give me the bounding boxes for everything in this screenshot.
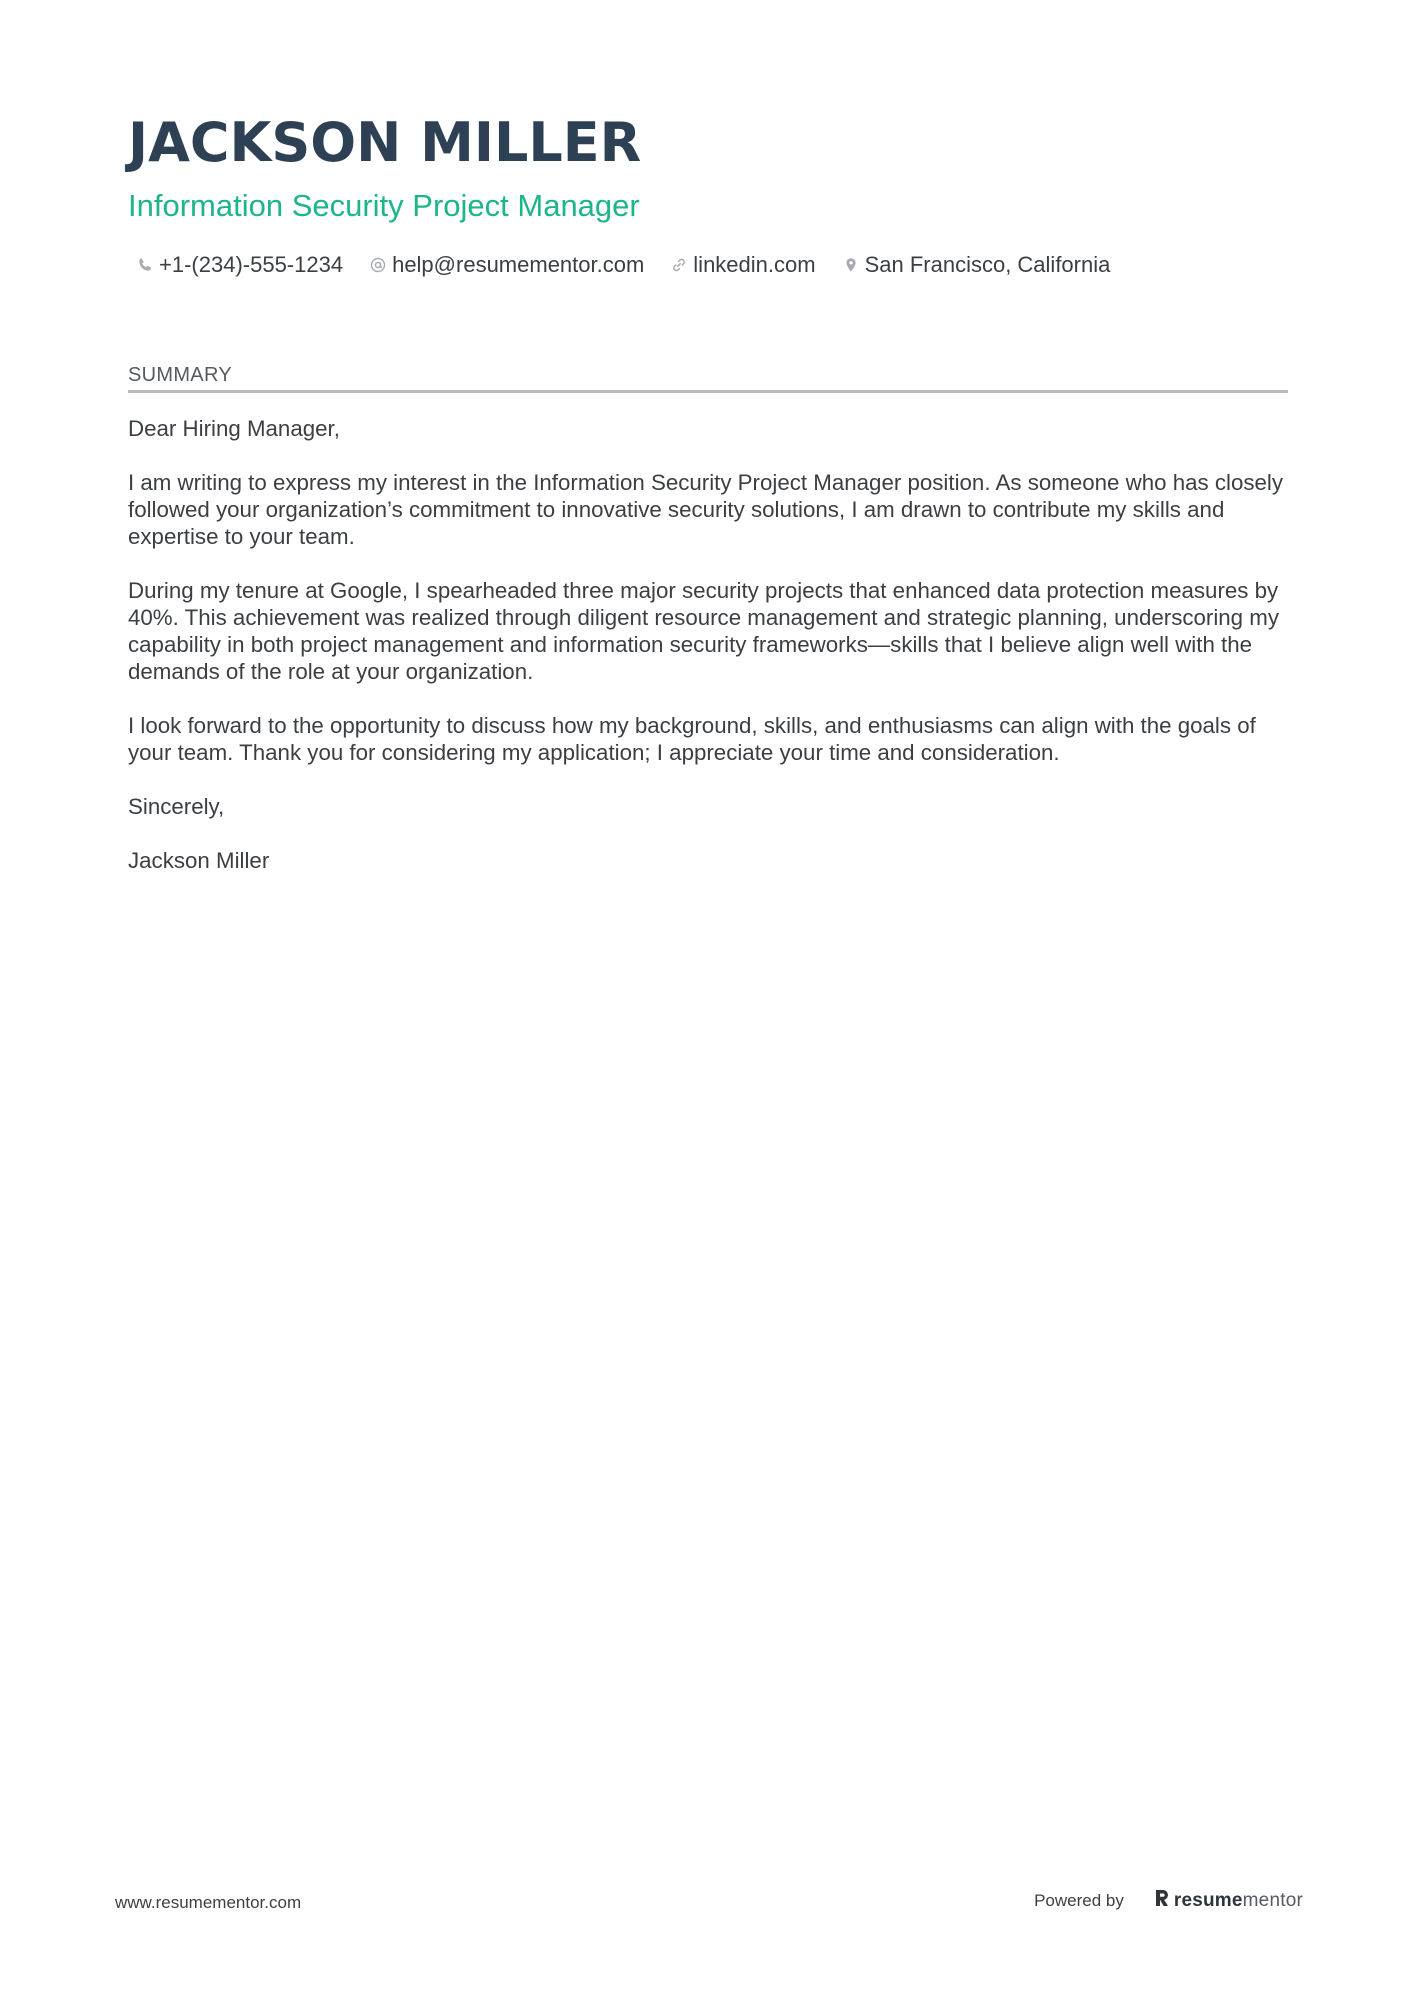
at-icon	[369, 256, 387, 274]
resumementor-logo-icon	[1154, 1888, 1170, 1913]
phone-text[interactable]: +1-(234)-555-1234	[159, 252, 344, 277]
powered-by-label: Powered by	[1034, 1890, 1124, 1910]
contact-linkedin	[670, 252, 815, 278]
contact-email	[369, 252, 644, 278]
resumementor-wordmark	[1174, 1890, 1303, 1912]
contact-bar	[136, 250, 1288, 280]
letter-paragraph: I am writing to express my interest in the Information Security Project Manager position. As someone who has closely followed your organization’s commitment to innovative security solutions, I am drawn to contribute my skills and expertise to your team.	[128, 470, 1284, 549]
applicant-name: JACKSON MILLER	[128, 111, 642, 174]
letter-greeting: Dear Hiring Manager,	[128, 416, 340, 441]
job-title: Information Security Project Manager	[128, 188, 640, 223]
phone-icon	[136, 256, 154, 274]
contact-location	[842, 252, 1111, 278]
resumementor-logo[interactable]	[1154, 1888, 1303, 1913]
linkedin-text[interactable]: linkedin.com	[693, 252, 816, 277]
letter-paragraph: I look forward to the opportunity to discuss how my background, skills, and enthusiasms can align with the goals of your team. Thank you for considering my application; I appreciate your time and consideration.	[128, 713, 1256, 765]
link-icon	[670, 256, 688, 274]
email-text[interactable]: help@resumementor.com	[392, 252, 645, 277]
summary-heading: SUMMARY	[128, 362, 1288, 393]
letter-body	[128, 415, 1288, 874]
letter-paragraph: During my tenure at Google, I spearheaded three major security projects that enhanced data protection measures by 40%. This achievement was realized through diligent resource management and strategic planning, underscoring my capability in both project management and information security frameworks—skills that I believe align well with the demands of the role at your organization.	[128, 578, 1280, 684]
brand-part-mentor: mentor	[1242, 1889, 1303, 1911]
footer-website[interactable]: www.resumementor.com	[115, 1893, 302, 1912]
location-pin-icon	[842, 256, 860, 274]
contact-phone	[136, 252, 343, 278]
footer-branding	[1034, 1888, 1303, 1913]
cover-letter-page	[128, 108, 1288, 901]
brand-part-resume: resume	[1173, 1889, 1243, 1911]
letter-closing: Sincerely,	[128, 794, 225, 819]
location-text: San Francisco, California	[864, 252, 1111, 277]
letter-signature: Jackson Miller	[128, 848, 270, 873]
